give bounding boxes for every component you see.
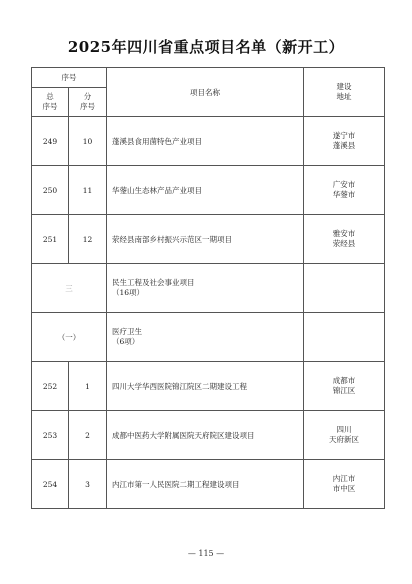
total-seq: 251 <box>32 215 69 264</box>
project-name: 荥经县南部乡村振兴示范区一期项目 <box>107 215 304 264</box>
project-location <box>304 362 385 411</box>
project-name: 成都中医药大学附属医院天府院区建设项目 <box>107 411 304 460</box>
project-name: 内江市第一人民医院二期工程建设项目 <box>107 460 304 509</box>
project-name: 蓬溪县食用菌特色产业项目 <box>107 117 304 166</box>
header-total-seq-line2: 序号 <box>42 102 58 111</box>
project-table <box>31 67 385 509</box>
header-total-seq <box>32 88 69 117</box>
project-location <box>304 460 385 509</box>
sub-seq: 12 <box>69 215 107 264</box>
location-city: 四川 <box>336 425 352 434</box>
project-location <box>304 215 385 264</box>
header-sub-seq-line2: 序号 <box>80 102 95 111</box>
header-total-seq-line1: 总 <box>46 92 54 101</box>
subsection-number: （一） <box>32 313 107 362</box>
location-district: 市中区 <box>332 484 356 493</box>
header-location-line2: 地址 <box>336 92 352 101</box>
section-name: 民生工程及社会事业项目 <box>112 278 195 287</box>
location-district: 蓬溪县 <box>332 141 356 150</box>
total-seq: 250 <box>32 166 69 215</box>
location-city: 雅安市 <box>332 229 356 238</box>
location-district: 天府新区 <box>329 435 359 444</box>
location-city: 广安市 <box>332 180 356 189</box>
project-location <box>304 166 385 215</box>
table-row <box>32 215 385 264</box>
location-district: 荥经县 <box>332 239 356 248</box>
subsection-title <box>107 313 304 362</box>
header-sub-seq-line1: 分 <box>83 92 92 101</box>
location-city: 成都市 <box>332 376 356 385</box>
header-location-line1: 建设 <box>336 82 352 91</box>
total-seq: 253 <box>32 411 69 460</box>
location-city: 遂宁市 <box>332 131 356 140</box>
total-seq: 254 <box>32 460 69 509</box>
section-title <box>107 264 304 313</box>
project-name: 四川大学华西医院锦江院区二期建设工程 <box>107 362 304 411</box>
project-name: 华蓥山生态林产品产业项目 <box>107 166 304 215</box>
project-location <box>304 411 385 460</box>
sub-seq: 3 <box>69 460 107 509</box>
total-seq: 252 <box>32 362 69 411</box>
section-number: 三 <box>32 264 107 313</box>
subsection-location-empty <box>304 313 385 362</box>
table-row <box>32 117 385 166</box>
location-district: 华蓥市 <box>332 190 356 199</box>
section-location-empty <box>304 264 385 313</box>
header-row-top <box>32 68 385 88</box>
project-location <box>304 117 385 166</box>
section-count: （16项） <box>112 288 145 297</box>
subsection-name: 医疗卫生 <box>112 327 142 336</box>
header-seq: 序号 <box>32 68 107 88</box>
page-title: 2025年四川省重点项目名单（新开工） <box>67 38 345 56</box>
table-row <box>32 411 385 460</box>
header-sub-seq <box>69 88 107 117</box>
total-seq: 249 <box>32 117 69 166</box>
page-number: — 115 — <box>187 549 225 558</box>
header-location <box>304 68 385 117</box>
table-row <box>32 460 385 509</box>
location-city: 内江市 <box>332 474 356 483</box>
sub-seq: 2 <box>69 411 107 460</box>
table-row <box>32 166 385 215</box>
subsection-count: （6项） <box>112 337 140 346</box>
subsection-row <box>32 313 385 362</box>
table-row <box>32 362 385 411</box>
sub-seq: 11 <box>69 166 107 215</box>
location-district: 锦江区 <box>332 386 356 395</box>
sub-seq: 10 <box>69 117 107 166</box>
header-name: 项目名称 <box>107 68 304 117</box>
sub-seq: 1 <box>69 362 107 411</box>
section-row <box>32 264 385 313</box>
